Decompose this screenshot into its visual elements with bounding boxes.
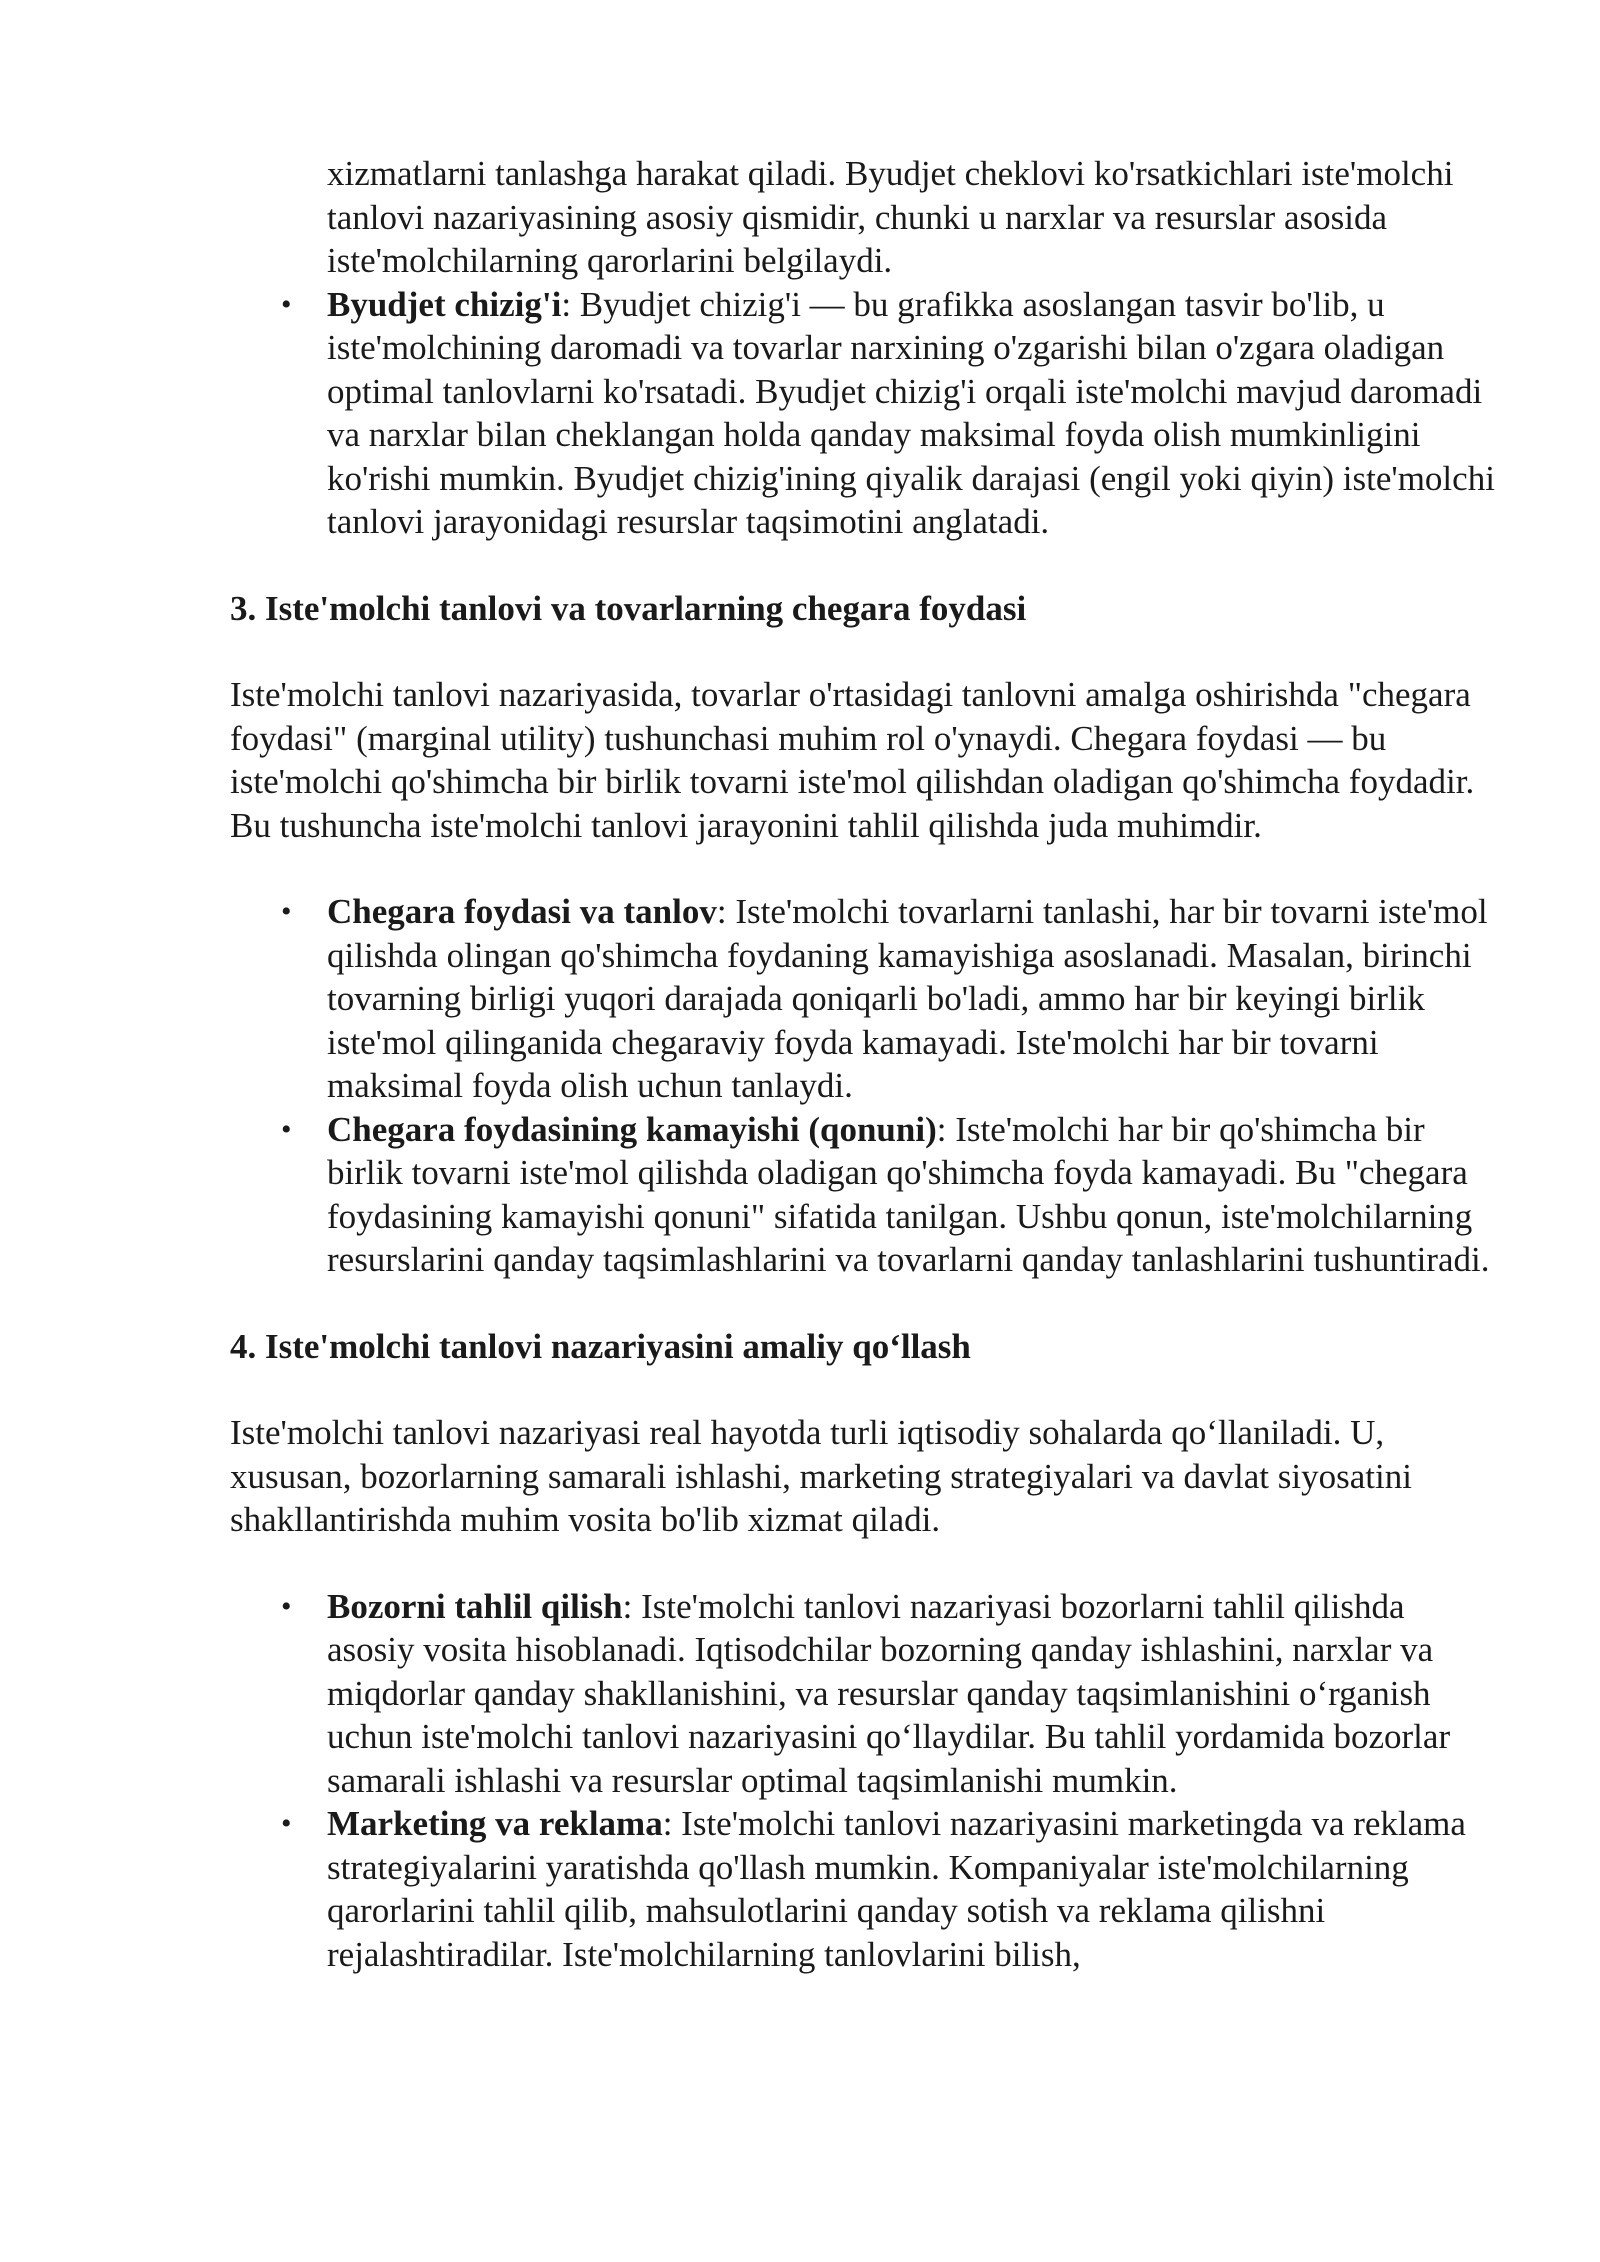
list-item-term: Chegara foydasining kamayishi (qonuni) bbox=[327, 1109, 937, 1149]
section-3-paragraph: Iste'molchi tanlovi nazariyasida, tovarlar o'rtasidagi tanlovni amalga oshirishda "chegara foydasi" (marginal utility) tushunchasi muhim rol o'ynaydi. Chegara foydasi — bu iste'molchi qo'shimcha bir birlik tovarni iste'mol qilishdan oladigan qo'shimcha foydadir. Bu tushuncha iste'molchi tanlovi jarayonini tahlil qilishda juda muhimdir. bbox=[230, 675, 1475, 845]
list-item-chegara-foydasining-kamayishi bbox=[230, 1108, 1500, 1282]
bullet-icon: • bbox=[281, 1589, 292, 1623]
bullet-icon: • bbox=[281, 895, 292, 928]
section-4-list bbox=[230, 1585, 1500, 1977]
list-item-term: Chegara foydasi va tanlov bbox=[327, 892, 717, 931]
list-item-text: : Iste'molchi tanlovi nazariyasini marketingda va reklama strategiyalarini yaratishda qo'llash mumkin. Kompaniyalar iste'molchilarning qarorlarini tahlil qilib, mahsulotlarini qanday sotish va reklama qilishni rejalashtiradilar. Iste'molchilarning tanlovlarini bilish, bbox=[327, 1804, 1466, 1974]
list-item-term: Byudjet chizig'i bbox=[327, 284, 562, 324]
list-item-text: : Iste'molchi har bir qo'shimcha bir birlik tovarni iste'mol qilishda oladigan qo'shimcha foyda kamayadi. Bu "chegara foydasining kamayishi qonuni" sifatida tanilgan. Ushbu qonun, iste'molchilarning resurslarini qanday taqsimlashlarini va tovarlarni qanday tanlashlarini tushuntiradi. bbox=[327, 1109, 1490, 1279]
section-3-list bbox=[230, 890, 1500, 1282]
list-item-chegara-foydasi-va-tanlov bbox=[230, 890, 1500, 1108]
section-4-paragraph: Iste'molchi tanlovi nazariyasi real hayotda turli iqtisodiy sohalarda qo‘llaniladi. U, xususan, bozorlarning samarali ishlashi, marketing strategiyalari va davlat siyosatini shakllantirishda muhim vosita bo'lib xizmat qiladi. bbox=[230, 1413, 1412, 1539]
bullet-icon: • bbox=[281, 1112, 292, 1146]
list-item-text: : Iste'molchi tovarlarni tanlashi, har bir tovarni iste'mol qilishda olingan qo'shimcha foydaning kamayishiga asoslanadi. Masalan, birinchi tovarning birligi yuqori darajada qoniqarli bo'ladi, ammo har bir keyingi birlik iste'mol qilinganida chegaraviy foyda kamayadi. Iste'molchi har bir tovarni maksimal foyda olish uchun tanlaydi. bbox=[327, 892, 1488, 1105]
list-item-byudjet-chizigi bbox=[230, 283, 1500, 544]
list-item-continuation bbox=[230, 152, 1500, 283]
bullet-list-continued bbox=[230, 152, 1500, 544]
section-3-heading: 3. Iste'molchi tanlovi va tovarlarning chegara foydasi bbox=[230, 588, 1027, 628]
list-item-bozorni-tahlil-qilish bbox=[230, 1585, 1500, 1803]
list-item-text: : Iste'molchi tanlovi nazariyasi bozorlarni tahlil qilishda asosiy vosita hisoblanadi. Iqtisodchilar bozorning qanday ishlashini, narxlar va miqdorlar qanday shakllanishini, va resurslar qanday taqsimlanishini o‘rganish uchun iste'molchi tanlovi nazariyasini qo‘llaydilar. Bu tahlil yordamida bozorlar samarali ishlashi va resurslar optimal taqsimlanishi mumkin. bbox=[327, 1586, 1451, 1800]
continuation-text: xizmatlarni tanlashga harakat qiladi. Byudjet cheklovi ko'rsatkichlari iste'molchi tanlovi nazariyasining asosiy qismidir, chunki u narxlar va resurslar asosida iste'molchilarning qarorlarini belgilaydi. bbox=[327, 154, 1454, 280]
list-item-marketing-va-reklama bbox=[230, 1802, 1500, 1976]
document-page bbox=[230, 152, 1500, 2019]
bullet-icon: • bbox=[281, 287, 292, 321]
list-item-term: Marketing va reklama bbox=[327, 1804, 663, 1843]
list-item-term: Bozorni tahlil qilish bbox=[327, 1586, 623, 1626]
bullet-icon: • bbox=[281, 1807, 292, 1840]
section-4-heading: 4. Iste'molchi tanlovi nazariyasini amaliy qo‘llash bbox=[230, 1326, 971, 1366]
list-item-text: : Byudjet chizig'i — bu grafikka asoslangan tasvir bo'lib, u iste'molchining daromadi va tovarlar narxining o'zgarishi bilan o'zgara oladigan optimal tanlovlarni ko'rsatadi. Byudjet chizig'i orqali iste'molchi mavjud daromadi va narxlar bilan cheklangan holda qanday maksimal foyda olish mumkinligini ko'rishi mumkin. Byudjet chizig'ining qiyalik darajasi (engil yoki qiyin) iste'molchi tanlovi jarayonidagi resurslar taqsimotini anglatadi. bbox=[327, 284, 1495, 541]
